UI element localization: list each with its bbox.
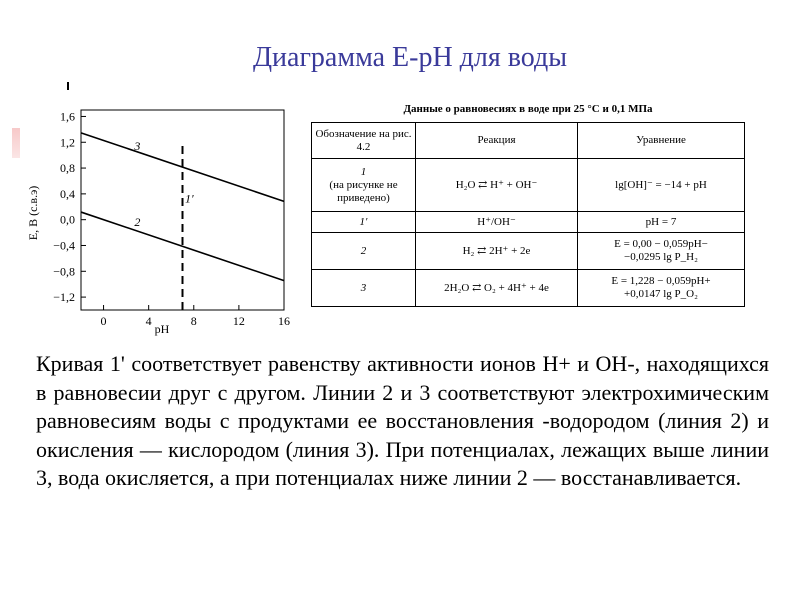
equation-line-1: E = 0,00 − 0,059pH− [614, 238, 708, 250]
row-designation: 3 [312, 270, 416, 307]
y-tick-label: −0,8 [53, 264, 75, 279]
table-row [312, 159, 745, 212]
row-label: 1 [360, 165, 367, 178]
e-ph-chart [20, 105, 295, 340]
header-equation: Уравнение [578, 123, 745, 159]
table-row [312, 270, 745, 307]
table-row [312, 233, 745, 270]
y-tick-label: −1,2 [53, 290, 75, 305]
equation-line-2: +0,0147 lg P_O₂ [624, 288, 698, 300]
y-tick-label: 1,6 [60, 109, 75, 124]
decorative-tick [67, 82, 69, 90]
line-label: 2 [134, 215, 141, 230]
header-reaction: Реакция [416, 123, 578, 159]
row-designation: 1′ [312, 212, 416, 233]
table-header-row [312, 123, 745, 159]
header-designation: Обозначение на рис. 4.2 [312, 123, 416, 159]
table-row [312, 212, 745, 233]
y-tick-label: 0,0 [60, 212, 75, 227]
row-equation: pH = 7 [578, 212, 745, 233]
slide-title: Диаграмма E-pH для воды [252, 42, 568, 73]
x-tick-label: 8 [190, 314, 197, 328]
row-reaction: H⁺/OH⁻ [416, 212, 578, 233]
decorative-bar [12, 128, 20, 158]
equilibrium-table [311, 122, 745, 307]
body-paragraph: Кривая 1' соответствует равенству активности ионов Н+ и ОН-, находящихся в равновесии друг с другом. Линии 2 и 3 соответствуют электрохимическим равновесиям воды с продуктами ее восстановления -водородом (линия 2) и окисления — кислородом (линия 3). При потенциалах, лежащих выше линии 3, вода окисляется, а при потенциалах ниже линии 2 — восстанавливается. [36, 351, 769, 490]
line-label: 3 [134, 139, 141, 153]
row-equation [578, 233, 745, 270]
x-tick-label: 0 [100, 314, 107, 328]
y-axis-label: E, В (с.в.э) [26, 185, 40, 241]
table-caption: Данные о равновесиях в воде при 25 °С и 0,1 МПа [403, 103, 653, 115]
equation-line-1: E = 1,228 − 0,059pH+ [611, 275, 711, 287]
row-reaction: H₂O ⇄ H⁺ + OH⁻ [416, 159, 578, 212]
row-designation [312, 159, 416, 212]
x-tick-label: 4 [145, 314, 152, 328]
y-tick-label: −0,4 [53, 238, 75, 253]
line-label: 1' [184, 191, 194, 206]
x-tick-label: 12 [232, 314, 245, 328]
row-equation [578, 270, 745, 307]
y-tick-label: 0,4 [60, 186, 75, 201]
y-tick-label: 1,2 [60, 135, 75, 150]
y-tick-label: 0,8 [60, 161, 75, 176]
x-axis-label: pH [154, 322, 170, 336]
row-equation: lg[OH]⁻ = −14 + pH [578, 159, 745, 212]
x-tick-label: 16 [278, 314, 290, 328]
row-reaction: 2H₂O ⇄ O₂ + 4H⁺ + 4e [416, 270, 578, 307]
row-designation: 2 [312, 233, 416, 270]
row-reaction: H₂ ⇄ 2H⁺ + 2e [416, 233, 578, 270]
row-label-note: (на рисунке не приведено) [329, 178, 398, 204]
equation-line-2: −0,0295 lg P_H₂ [624, 251, 698, 263]
